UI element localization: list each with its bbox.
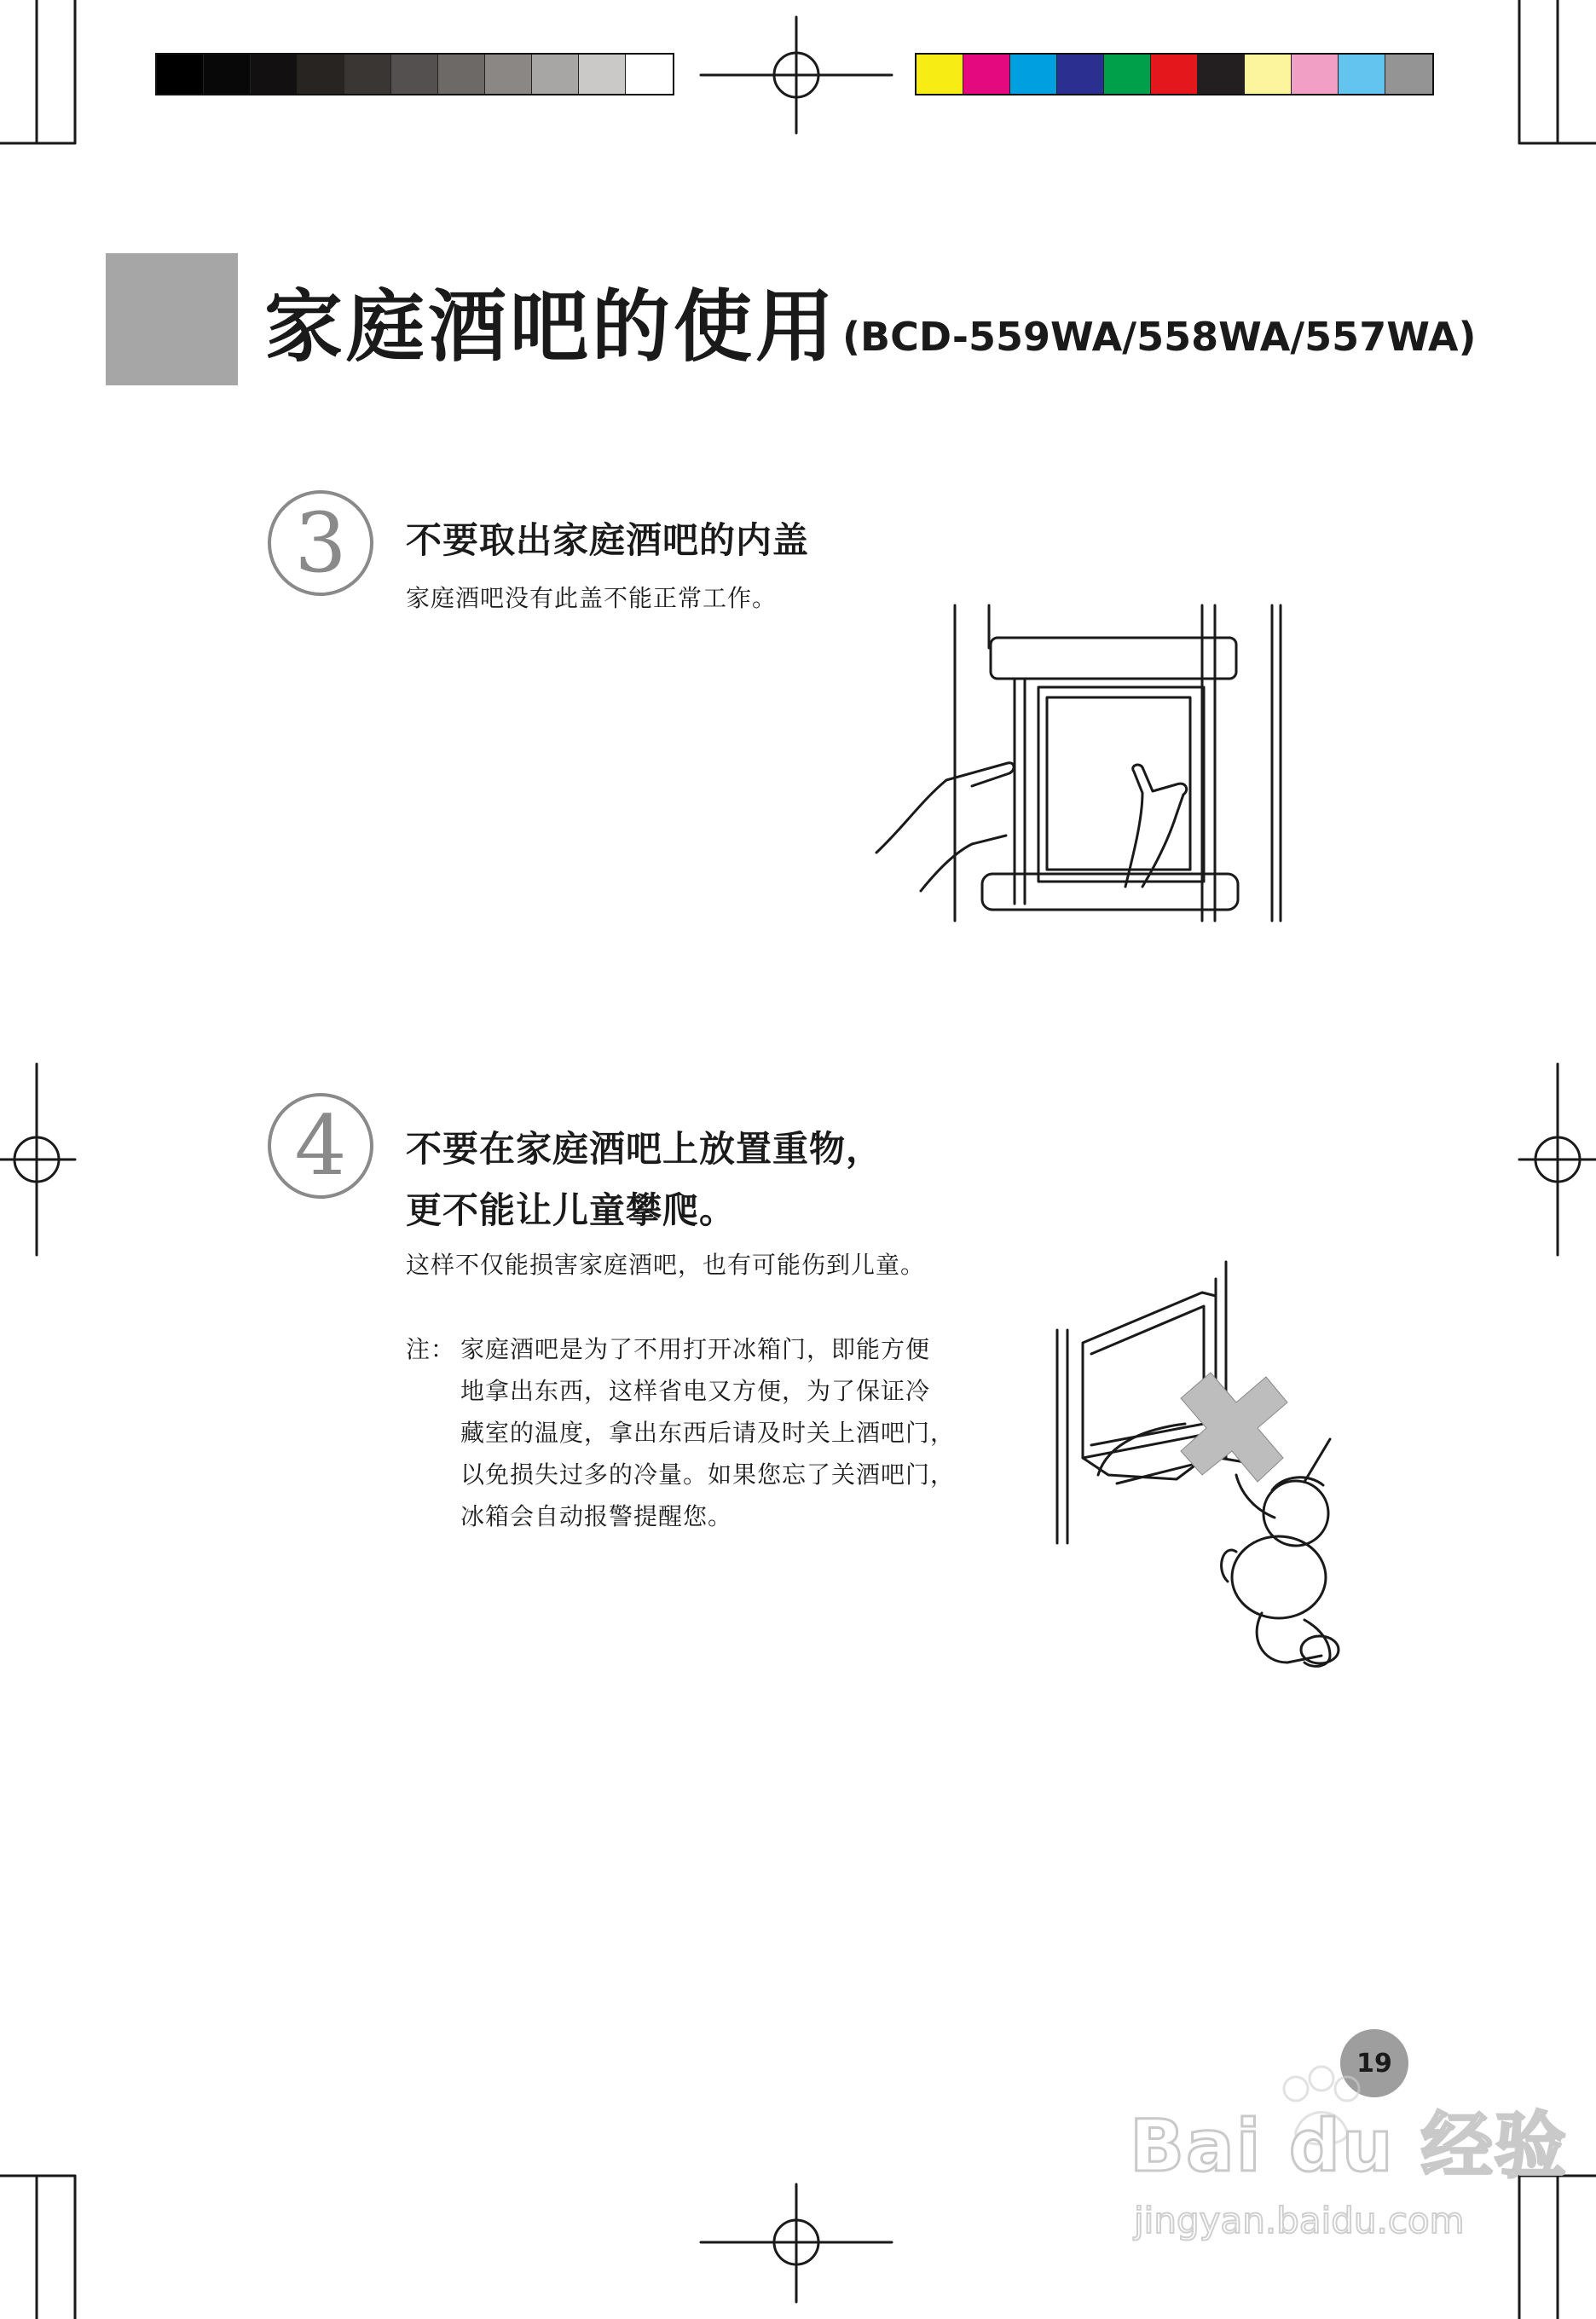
note-line: 以免损失过多的冷量。如果您忘了关酒吧门， [460,1460,956,1489]
process-swatch [1151,55,1198,94]
gray-swatch [391,55,438,94]
title-text: 家庭酒吧的使用 [264,281,838,373]
note-prefix: 注： [406,1335,456,1363]
note-line: 藏室的温度，拿出东西后请及时关上酒吧门， [460,1419,956,1447]
grayscale-color-bar [155,53,674,95]
page-title [264,281,1477,373]
process-swatch [1057,55,1104,94]
section-4-subtext: 这样不仅能损害家庭酒吧，也有可能伤到儿童。 [406,1251,926,1279]
process-swatch [1104,55,1151,94]
gray-swatch [532,55,579,94]
header-gray-block [106,253,238,385]
bar-lid-illustration [887,597,1296,938]
gray-swatch [251,55,298,94]
watermark-brand: Bai du 经验 [1130,2104,1568,2188]
gray-swatch [579,55,626,94]
watermark-url: jingyan.baidu.com [1134,2200,1465,2241]
process-color-bar [915,53,1434,95]
process-swatch [1292,55,1339,94]
gray-swatch [344,55,391,94]
process-swatch [1010,55,1057,94]
process-swatch [1245,55,1292,94]
section-3-subtext: 家庭酒吧没有此盖不能正常工作。 [406,584,778,612]
process-swatch [1198,55,1245,94]
section-3-heading: 不要取出家庭酒吧的内盖 [406,519,810,561]
note-body [460,1328,955,1537]
model-number: (BCD-559WA/558WA/557WA) [842,314,1477,360]
step-3-number: 3 [268,490,373,596]
note-line: 地拿出东西，这样省电又方便，为了保证冷 [460,1377,931,1405]
note-line: 家庭酒吧是为了不用打开冰箱门，即能方便 [460,1335,931,1363]
step-4-number: 4 [268,1093,373,1199]
gray-swatch [204,55,251,94]
process-swatch [917,55,963,94]
process-swatch [963,55,1010,94]
process-swatch [1385,55,1432,94]
section-4-heading-line-1: 不要在家庭酒吧上放置重物， [406,1128,883,1170]
gray-swatch [298,55,344,94]
page-number: 19 [1340,2029,1408,2097]
gray-swatch [485,55,532,94]
section-4-heading-line-2: 更不能让儿童攀爬。 [406,1189,737,1231]
child-climbing-illustration [1049,1262,1373,1705]
process-swatch [1339,55,1385,94]
gray-swatch [157,55,204,94]
gray-swatch [438,55,485,94]
note-line: 冰箱会自动报警提醒您。 [460,1502,733,1530]
gray-swatch [626,55,673,94]
